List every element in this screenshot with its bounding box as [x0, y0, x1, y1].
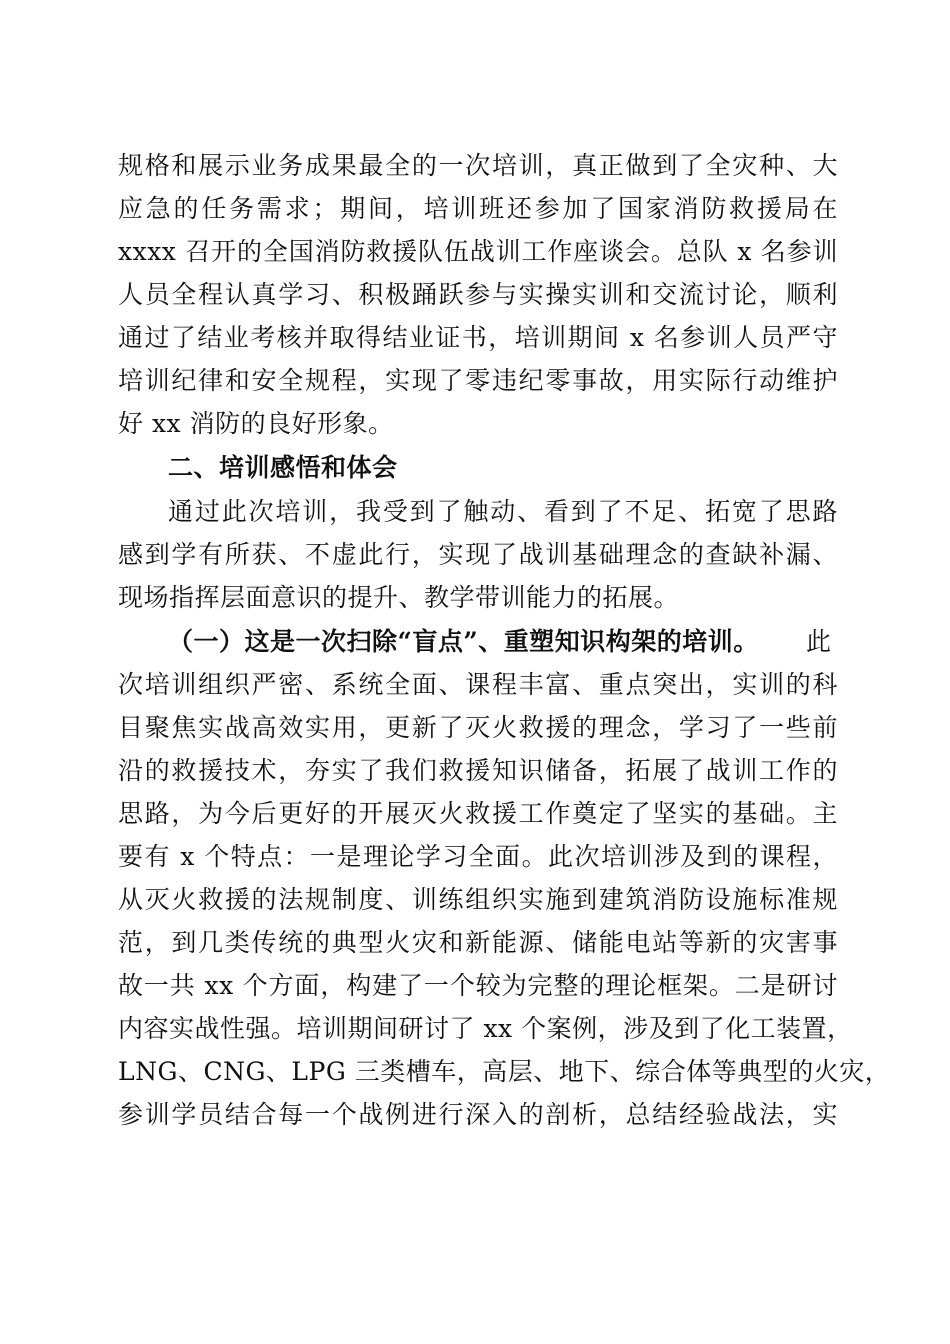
section-heading: 二、培训感悟和体会	[168, 453, 398, 482]
body-text-line: 感到学有所获、不虚此行，实现了战训基础理念的查缺补漏、	[118, 540, 838, 569]
body-text-line: 通过了结业考核并取得结业证书，培训期间 x 名参训人员严守	[118, 323, 838, 352]
body-text-line: 故一共 xx 个方面，构建了一个较为完整的理论框架。二是研讨	[118, 971, 838, 1000]
body-text-line: LNG、CNG、LPG 三类槽车，高层、地下、综合体等典型的火灾，	[118, 1057, 891, 1086]
body-text-line: xxxx 召开的全国消防救援队伍战训工作座谈会。总队 x 名参训	[118, 237, 838, 266]
body-text-line: 要有 x 个特点：一是理论学习全面。此次培训涉及到的课程，	[118, 842, 838, 871]
body-text-line: 规格和展示业务成果最全的一次培训，真正做到了全灾种、大	[118, 151, 838, 180]
body-text-line: 人员全程认真学习、积极踊跃参与实操实训和交流讨论，顺利	[118, 280, 838, 309]
body-text-line: 思路，为今后更好的开展灭火救援工作奠定了坚实的基础。主	[118, 799, 838, 828]
body-text-line: 次培训组织严密、系统全面、课程丰富、重点突出，实训的科	[118, 670, 838, 699]
body-text-line: 沿的救援技术，夯实了我们救援知识储备，拓展了战训工作的	[118, 756, 838, 785]
subsection-heading: （一）这是一次扫除“盲点”、重塑知识构架的培训。	[168, 627, 759, 656]
body-text-line: 现场指挥层面意识的提升、教学带训能力的拓展。	[118, 583, 680, 612]
body-text-line: 通过此次培训，我受到了触动、看到了不足、拓宽了思路	[168, 497, 838, 526]
body-text-line: 此	[806, 627, 832, 656]
body-text-line: 参训学员结合每一个战例进行深入的剖析，总结经验战法，实	[118, 1100, 838, 1129]
body-text-line: 内容实战性强。培训期间研讨了 xx 个案例，涉及到了化工装置，	[118, 1014, 853, 1043]
body-text-line: 范，到几类传统的典型火灾和新能源、储能电站等新的灾害事	[118, 928, 838, 957]
body-text-line: 应急的任务需求；期间，培训班还参加了国家消防救援局在	[118, 194, 838, 223]
body-text-line: 培训纪律和安全规程，实现了零违纪零事故，用实际行动维护	[118, 366, 838, 395]
body-text-line: 好 xx 消防的良好形象。	[118, 409, 394, 438]
body-text-line: 从灭火救援的法规制度、训练组织实施到建筑消防设施标准规	[118, 885, 838, 914]
body-text-line: 目聚焦实战高效实用，更新了灭火救援的理念，学习了一些前	[118, 713, 838, 742]
